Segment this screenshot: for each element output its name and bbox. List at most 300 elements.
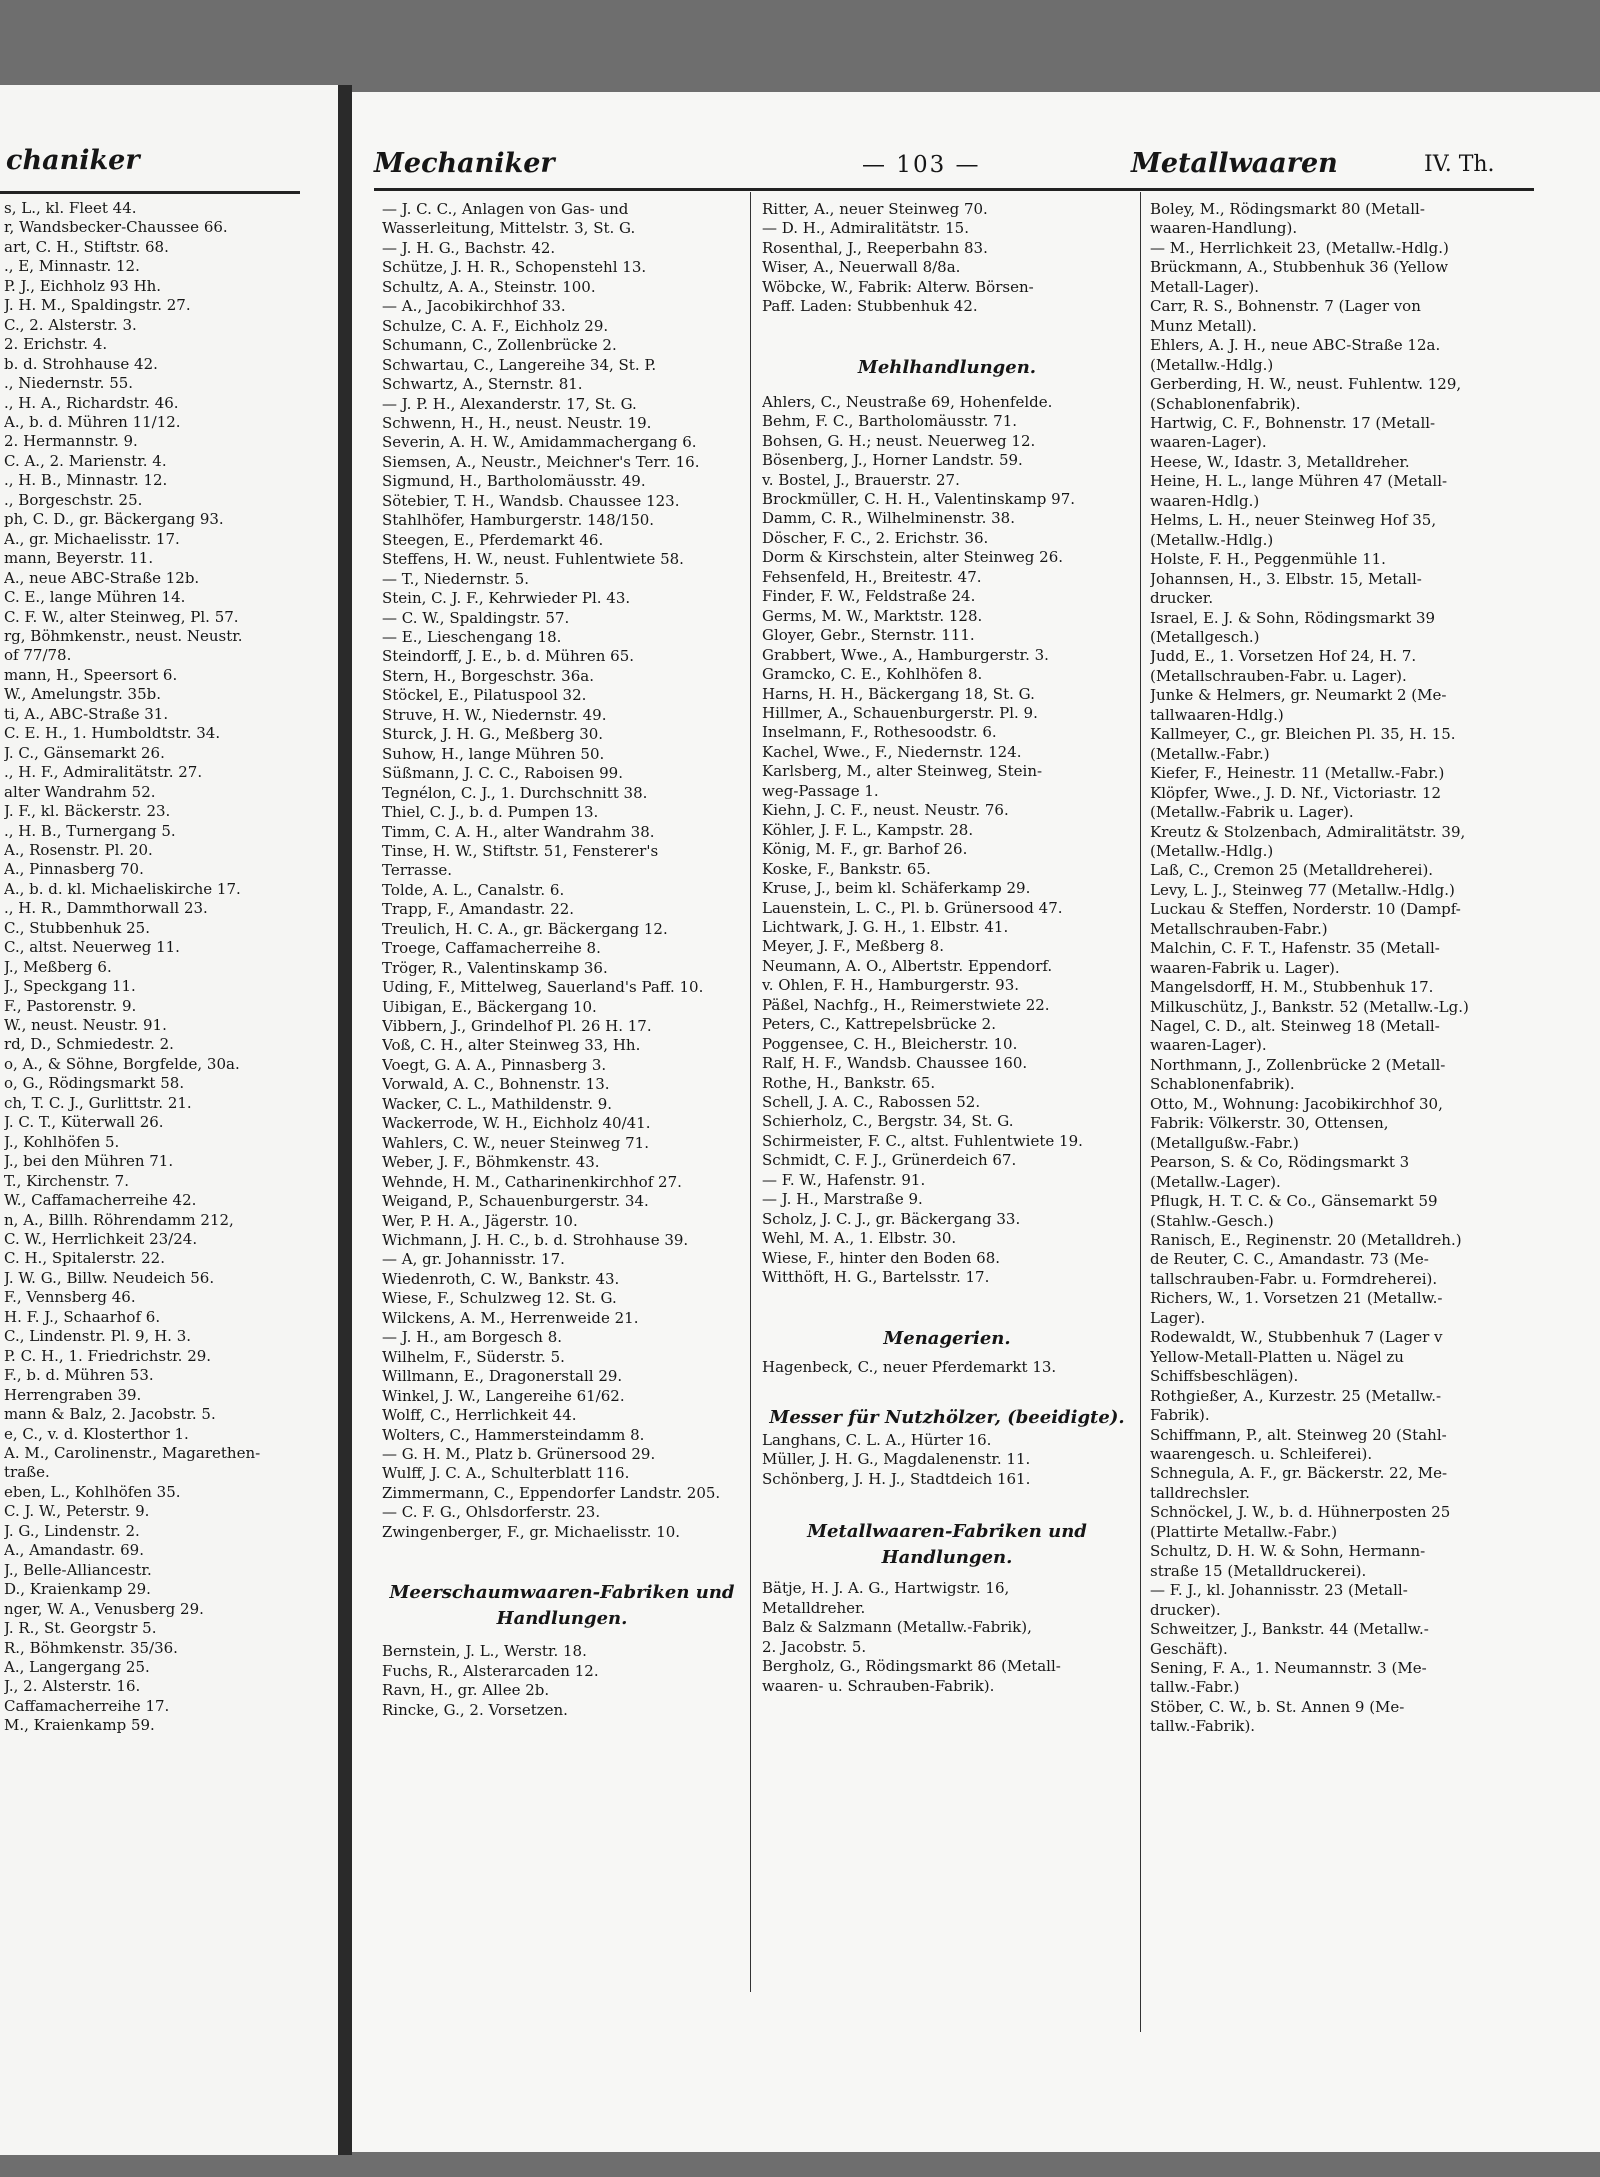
directory-entry: — C. W., Spaldingstr. 57. — [382, 608, 570, 627]
directory-entry: waaren-Fabrik u. Lager). — [1150, 958, 1340, 977]
directory-entry: J. W. G., Billw. Neudeich 56. — [4, 1268, 215, 1287]
directory-entry: W., Caffamacherreihe 42. — [4, 1191, 197, 1210]
directory-entry: 2. Hermannstr. 9. — [4, 432, 138, 451]
directory-entry: (Metallgußw.-Fabr.) — [1150, 1133, 1299, 1152]
directory-entry: P. C. H., 1. Friedrichstr. 29. — [4, 1346, 212, 1365]
directory-entry: (Metallgesch.) — [1150, 627, 1260, 646]
page-number: — 103 — — [862, 152, 981, 178]
directory-entry: J., bei den Mühren 71. — [4, 1152, 174, 1171]
directory-entry: — F. J., kl. Johannisstr. 23 (Metall- — [1150, 1581, 1408, 1600]
directory-entry: nger, W. A., Venusberg 29. — [4, 1599, 204, 1618]
directory-entry: Stern, H., Borgeschstr. 36a. — [382, 666, 594, 685]
directory-entry: A., b. d. kl. Michaeliskirche 17. — [4, 879, 241, 898]
directory-entry: Gramcko, C. E., Kohlhöfen 8. — [762, 665, 983, 684]
directory-entry: Otto, M., Wohnung: Jacobikirchhof 30, — [1150, 1094, 1443, 1113]
directory-entry: Päßel, Nachfg., H., Reimerstwiete 22. — [762, 995, 1050, 1014]
directory-entry: P. J., Eichholz 93 Hh. — [4, 276, 162, 295]
directory-entry: Ravn, H., gr. Allee 2b. — [382, 1681, 550, 1700]
directory-entry: — J. P. H., Alexanderstr. 17, St. G. — [382, 394, 637, 413]
directory-entry: — T., Niedernstr. 5. — [382, 569, 530, 588]
directory-entry: Kiefer, F., Heinestr. 11 (Metallw.-Fabr.) — [1150, 764, 1445, 783]
directory-entry: Damm, C. R., Wilhelminenstr. 38. — [762, 509, 1015, 528]
menagerien-list — [762, 1358, 1132, 1377]
directory-entry: mann, Beyerstr. 11. — [4, 549, 154, 568]
section-meerschaum-heading-2: Handlungen. — [496, 1608, 628, 1630]
directory-entry: waaren-Handlung). — [1150, 219, 1298, 238]
directory-entry: T., Kirchenstr. 7. — [4, 1171, 129, 1190]
directory-entry: Germs, M. W., Marktstr. 128. — [762, 606, 983, 625]
directory-entry: Weigand, P., Schauenburgerstr. 34. — [382, 1192, 649, 1211]
directory-entry: ., Niedernstr. 55. — [4, 374, 134, 393]
directory-entry: — C. F. G., Ohlsdorferstr. 23. — [382, 1503, 601, 1522]
directory-entry: art, C. H., Stiftstr. 68. — [4, 237, 169, 256]
directory-entry: Schell, J. A. C., Rabossen 52. — [762, 1093, 981, 1112]
directory-entry: Bergholz, G., Rödingsmarkt 86 (Metall- — [762, 1657, 1061, 1676]
directory-entry: J. C. T., Küterwall 26. — [4, 1113, 164, 1132]
directory-entry: Wöbcke, W., Fabrik: Alterw. Börsen- — [762, 277, 1034, 296]
directory-entry: Gloyer, Gebr., Sternstr. 111. — [762, 626, 975, 645]
directory-entry: Caffamacherreihe 17. — [4, 1696, 170, 1715]
directory-entry: Schirmeister, F. C., altst. Fuhlentwiete 19. — [762, 1131, 1083, 1150]
directory-entry: W., neust. Neustr. 91. — [4, 1016, 167, 1035]
directory-entry: Suhow, H., lange Mühren 50. — [382, 744, 605, 763]
directory-entry: waaren- u. Schrauben-Fabrik). — [762, 1676, 995, 1695]
directory-entry: M., Kraienkamp 59. — [4, 1716, 155, 1735]
directory-entry: — J. H., am Borgesch 8. — [382, 1328, 563, 1347]
directory-entry: Heine, H. L., lange Mühren 47 (Metall- — [1150, 472, 1448, 491]
header-rule — [374, 188, 1534, 191]
directory-entry: Brockmüller, C. H. H., Valentinskamp 97. — [762, 489, 1076, 508]
directory-entry: Vorwald, A. C., Bohnenstr. 13. — [382, 1075, 610, 1094]
directory-entry: C. A., 2. Marienstr. 4. — [4, 451, 167, 470]
directory-entry: A., b. d. Mühren 11/12. — [4, 412, 181, 431]
directory-entry: Tinse, H. W., Stiftstr. 51, Fensterer's — [382, 841, 659, 860]
directory-entry: J. G., Lindenstr. 2. — [4, 1521, 140, 1540]
directory-entry: Malchin, C. F. T., Hafenstr. 35 (Metall- — [1150, 939, 1440, 958]
directory-entry: Steffens, H. W., neust. Fuhlentwiete 58. — [382, 550, 684, 569]
directory-entry: Hartwig, C. F., Bohnenstr. 17 (Metall- — [1150, 413, 1436, 432]
directory-entry: waaren-Lager). — [1150, 1036, 1267, 1055]
directory-entry: J., Belle-Alliancestr. — [4, 1560, 152, 1579]
directory-entry: (Plattirte Metallw.-Fabr.) — [1150, 1522, 1338, 1541]
section-meerschaum-heading-1: Meerschaumwaaren-Fabriken und — [389, 1582, 735, 1604]
directory-entry: Treulich, H. C. A., gr. Bäckergang 12. — [382, 919, 668, 938]
directory-entry: Lauenstein, L. C., Pl. b. Grünersood 47. — [762, 898, 1063, 917]
directory-entry: Schönberg, J. H. J., Stadtdeich 161. — [762, 1469, 1031, 1488]
directory-entry: ., H. F., Admiralitätstr. 27. — [4, 763, 203, 782]
directory-entry: tallw.-Fabrik). — [1150, 1717, 1256, 1736]
directory-entry: v. Ohlen, F. H., Hamburgerstr. 93. — [762, 976, 1020, 995]
directory-entry: A., Pinnasberg 70. — [4, 860, 144, 879]
left-column — [4, 199, 300, 1736]
directory-entry: R., Böhmkenstr. 35/36. — [4, 1638, 178, 1657]
directory-entry: Wehnde, H. M., Catharinenkirchhof 27. — [382, 1172, 682, 1191]
messer-list — [762, 1431, 1132, 1489]
directory-entry: Siemsen, A., Neustr., Meichner's Terr. 16. — [382, 452, 700, 471]
section-mehlhandlungen-heading: Mehlhandlungen. — [857, 356, 1037, 378]
directory-entry: D., Kraienkamp 29. — [4, 1580, 151, 1599]
directory-entry: Steindorff, J. E., b. d. Mühren 65. — [382, 647, 635, 666]
part-label: IV. Th. — [1424, 152, 1495, 177]
directory-entry: Sturck, J. H. G., Meßberg 30. — [382, 725, 604, 744]
directory-entry: — F. W., Hafenstr. 91. — [762, 1170, 926, 1189]
directory-entry: Uibigan, E., Bäckergang 10. — [382, 997, 597, 1016]
directory-entry: Rodewaldt, W., Stubbenhuk 7 (Lager v — [1150, 1328, 1443, 1347]
directory-entry: Gerberding, H. W., neust. Fuhlentw. 129, — [1150, 375, 1462, 394]
directory-entry: alter Wandrahm 52. — [4, 782, 156, 801]
mechaniker-list-end — [762, 200, 1132, 317]
left-header-rule — [0, 191, 300, 194]
directory-entry: eben, L., Kohlhöfen 35. — [4, 1482, 181, 1501]
directory-entry: Wiser, A., Neuerwall 8/8a. — [762, 258, 961, 277]
directory-entry: Wiese, F., Schulzweg 12. St. G. — [382, 1289, 617, 1308]
directory-entry: ., H. A., Richardstr. 46. — [4, 393, 179, 412]
directory-entry: — E., Lieschengang 18. — [382, 627, 562, 646]
directory-entry: Timm, C. A. H., alter Wandrahm 38. — [382, 822, 655, 841]
directory-entry: (Schablonenfabrik). — [1150, 394, 1301, 413]
directory-entry: Schwartz, A., Sternstr. 81. — [382, 375, 583, 394]
directory-entry: Ahlers, C., Neustraße 69, Hohenfelde. — [762, 392, 1053, 411]
directory-entry: Kreutz & Stolzenbach, Admiralitätstr. 39, — [1150, 822, 1466, 841]
directory-entry: straße 15 (Metalldruckerei). — [1150, 1561, 1367, 1580]
right-page — [352, 92, 1600, 2152]
directory-entry: Dorm & Kirschstein, alter Steinweg 26. — [762, 548, 1064, 567]
directory-entry: 2. Jacobstr. 5. — [762, 1637, 867, 1656]
directory-entry: Metalldreher. — [762, 1598, 866, 1617]
directory-entry: Schiffsbeschlägen). — [1150, 1367, 1299, 1386]
directory-entry: Witthöft, H. G., Bartelsstr. 17. — [762, 1268, 990, 1287]
directory-entry: Richers, W., 1. Vorsetzen 21 (Metallw.- — [1150, 1289, 1443, 1308]
directory-entry: Wilckens, A. M., Herrenweide 21. — [382, 1308, 639, 1327]
directory-entry: Winkel, J. W., Langereihe 61/62. — [382, 1386, 625, 1405]
directory-entry: Meyer, J. F., Meßberg 8. — [762, 937, 944, 956]
directory-entry: Zwingenberger, F., gr. Michaelisstr. 10. — [382, 1522, 681, 1541]
directory-entry: Döscher, F. C., 2. Erichstr. 36. — [762, 528, 989, 547]
directory-entry: Sigmund, H., Bartholomäusstr. 49. — [382, 472, 646, 491]
directory-entry: Brückmann, A., Stubbenhuk 36 (Yellow — [1150, 258, 1449, 277]
directory-entry: — A, gr. Johannisstr. 17. — [382, 1250, 565, 1269]
directory-entry: Fehsenfeld, H., Breitestr. 47. — [762, 567, 982, 586]
directory-entry: Stöckel, E., Pilatuspool 32. — [382, 686, 587, 705]
directory-entry: Stein, C. J. F., Kehrwieder Pl. 43. — [382, 589, 631, 608]
directory-entry: (Metallschrauben-Fabr. u. Lager). — [1150, 666, 1407, 685]
directory-entry: Ehlers, A. J. H., neue ABC-Straße 12a. — [1150, 336, 1441, 355]
directory-entry: J., 2. Alsterstr. 16. — [4, 1677, 141, 1696]
directory-entry: Bernstein, J. L., Werstr. 18. — [382, 1642, 587, 1661]
directory-entry: Wiese, F., hinter den Boden 68. — [762, 1248, 1001, 1267]
directory-entry: (Metallw.-Hdlg.) — [1150, 355, 1274, 374]
directory-entry: Stöber, C. W., b. St. Annen 9 (Me- — [1150, 1697, 1405, 1716]
directory-entry: Lager). — [1150, 1308, 1206, 1327]
directory-entry: Stahlhöfer, Hamburgerstr. 148/150. — [382, 511, 655, 530]
directory-entry: (Metallw.-Fabr.) — [1150, 744, 1270, 763]
directory-entry: Rothgießer, A., Kurzestr. 25 (Metallw.- — [1150, 1386, 1442, 1405]
left-running-head: chaniker — [6, 145, 140, 176]
column-3 — [1150, 200, 1530, 1737]
directory-entry: Kallmeyer, C., gr. Bleichen Pl. 35, H. 15. — [1150, 725, 1456, 744]
directory-entry: C., Stubbenhuk 25. — [4, 918, 150, 937]
directory-entry: Schablonenfabrik). — [1150, 1075, 1295, 1094]
directory-entry: Rothe, H., Bankstr. 65. — [762, 1073, 936, 1092]
directory-entry: Lichtwark, J. G. H., 1. Elbstr. 41. — [762, 917, 1009, 936]
directory-entry: Yellow-Metall-Platten u. Nägel zu — [1150, 1347, 1404, 1366]
directory-entry: — A., Jacobikirchhof 33. — [382, 297, 566, 316]
page-header — [374, 148, 1534, 188]
column-divider-1 — [750, 192, 751, 1992]
directory-entry: Balz & Salzmann (Metallw.-Fabrik), — [762, 1618, 1032, 1637]
directory-entry: König, M. F., gr. Barhof 26. — [762, 840, 968, 859]
directory-entry: Schnegula, A. F., gr. Bäckerstr. 22, Me- — [1150, 1464, 1448, 1483]
directory-entry: J., Meßberg 6. — [4, 957, 112, 976]
directory-entry: Wolters, C., Hammersteindamm 8. — [382, 1425, 645, 1444]
directory-entry: ti, A., ABC-Straße 31. — [4, 704, 169, 723]
directory-entry: Wahlers, C. W., neuer Steinweg 71. — [382, 1133, 649, 1152]
directory-entry: C., Lindenstr. Pl. 9, H. 3. — [4, 1327, 192, 1346]
directory-entry: Schwenn, H., H., neust. Neustr. 19. — [382, 413, 652, 432]
directory-entry: Zimmermann, C., Eppendorfer Landstr. 205. — [382, 1483, 721, 1502]
directory-entry: Northmann, J., Zollenbrücke 2 (Metall- — [1150, 1055, 1446, 1074]
directory-entry: W., Amelungstr. 35b. — [4, 685, 161, 704]
directory-entry: — J. H., Marstraße 9. — [762, 1190, 923, 1209]
directory-entry: Severin, A. H. W., Amidammachergang 6. — [382, 433, 697, 452]
directory-entry: Kruse, J., beim kl. Schäferkamp 29. — [762, 879, 1031, 898]
directory-entry: e, C., v. d. Klosterthor 1. — [4, 1424, 189, 1443]
directory-entry: Troege, Caffamacherreihe 8. — [382, 939, 601, 958]
directory-entry: waarengesch. u. Schleiferei). — [1150, 1445, 1373, 1463]
directory-entry: Ralf, H. F., Wandsb. Chaussee 160. — [762, 1054, 1028, 1073]
column-divider-2 — [1140, 192, 1141, 2032]
directory-entry: Voegt, G. A. A., Pinnasberg 3. — [382, 1055, 607, 1074]
directory-entry: Sötebier, T. H., Wandsb. Chaussee 123. — [382, 491, 680, 510]
directory-entry: rd, D., Schmiedestr. 2. — [4, 1035, 174, 1054]
directory-entry: C. E. H., 1. Humboldtstr. 34. — [4, 724, 221, 743]
directory-entry: Inselmann, F., Rothesoodstr. 6. — [762, 723, 997, 742]
directory-entry: Köhler, J. F. L., Kampstr. 28. — [762, 820, 974, 839]
directory-entry: A., Langergang 25. — [4, 1657, 150, 1676]
directory-entry: Wiedenroth, C. W., Bankstr. 43. — [382, 1269, 620, 1288]
directory-entry: Struve, H. W., Niedernstr. 49. — [382, 705, 607, 724]
directory-entry: Fuchs, R., Alsterarcaden 12. — [382, 1661, 599, 1680]
directory-entry: Pflugk, H. T. C. & Co., Gänsemarkt 59 — [1150, 1192, 1438, 1211]
directory-entry: waaren-Hdlg.) — [1150, 491, 1260, 510]
directory-entry: Harns, H. H., Bäckergang 18, St. G. — [762, 684, 1035, 703]
metallwaaren-list-start — [762, 1579, 1132, 1696]
directory-entry: Klöpfer, Wwe., J. D. Nf., Victoriastr. 12 — [1150, 783, 1442, 802]
directory-entry: Schweitzer, J., Bankstr. 44 (Metallw.- — [1150, 1620, 1429, 1639]
directory-entry: Bösenberg, J., Horner Landstr. 59. — [762, 451, 1023, 470]
directory-entry: Süßmann, J. C. C., Raboisen 99. — [382, 764, 623, 783]
section-messer-heading: Messer für Nutzhölzer, (beeidigte). — [769, 1407, 1125, 1429]
meerschaum-list — [382, 1642, 742, 1720]
directory-entry: Langhans, C. L. A., Hürter 16. — [762, 1431, 992, 1450]
metallwaaren-list-continued — [1150, 200, 1530, 1737]
directory-entry: Schierholz, C., Bergstr. 34, St. G. — [762, 1112, 1014, 1131]
directory-entry: traße. — [4, 1463, 50, 1482]
directory-entry: Wasserleitung, Mittelstr. 3, St. G. — [382, 219, 636, 238]
directory-entry: Poggensee, C. H., Bleicherstr. 10. — [762, 1034, 1018, 1053]
directory-entry: Luckau & Steffen, Norderstr. 10 (Dampf- — [1150, 900, 1461, 919]
directory-entry: Schulze, C. A. F., Eichholz 29. — [382, 316, 609, 335]
column-1 — [382, 200, 742, 1720]
directory-entry: Geschäft). — [1150, 1639, 1228, 1658]
directory-entry: C. J. W., Peterstr. 9. — [4, 1502, 150, 1521]
directory-entry: F., Vennsberg 46. — [4, 1288, 136, 1307]
directory-entry: Müller, J. H. G., Magdalenenstr. 11. — [762, 1450, 1031, 1469]
directory-entry: Johannsen, H., 3. Elbstr. 15, Metall- — [1150, 569, 1422, 588]
directory-entry: Milkuschütz, J., Bankstr. 52 (Metallw.-Lg.) — [1150, 997, 1469, 1016]
directory-entry: A. M., Carolinenstr., Magarethen- — [4, 1444, 261, 1462]
directory-entry: Paff. Laden: Stubbenhuk 42. — [762, 297, 978, 316]
directory-entry: Helms, L. H., neuer Steinweg Hof 35, — [1150, 511, 1437, 530]
directory-entry: Holste, F. H., Peggenmühle 11. — [1150, 550, 1386, 569]
directory-entry: C. W., Herrlichkeit 23/24. — [4, 1230, 198, 1249]
directory-entry: (Stahlw.-Gesch.) — [1150, 1211, 1274, 1230]
directory-entry: F., b. d. Mühren 53. — [4, 1366, 154, 1385]
directory-entry: Boley, M., Rödingsmarkt 80 (Metall- — [1150, 200, 1425, 218]
directory-entry: J. R., St. Georgstr 5. — [4, 1619, 157, 1638]
directory-entry: Wer, P. H. A., Jägerstr. 10. — [382, 1211, 578, 1230]
directory-entry: Steegen, E., Pferdemarkt 46. — [382, 530, 604, 549]
directory-entry: tallwaaren-Hdlg.) — [1150, 705, 1284, 724]
directory-entry: Grabbert, Wwe., A., Hamburgerstr. 3. — [762, 645, 1049, 664]
directory-entry: o, A., & Söhne, Borgfelde, 30a. — [4, 1054, 240, 1073]
directory-entry: — J. H. G., Bachstr. 42. — [382, 238, 556, 257]
directory-entry: 2. Erichstr. 4. — [4, 335, 108, 354]
directory-entry: Hagenbeck, C., neuer Pferdemarkt 13. — [762, 1357, 1057, 1376]
directory-entry: r, Wandsbecker-Chaussee 66. — [4, 218, 228, 237]
directory-entry: Schwartau, C., Langereihe 34, St. P. — [382, 355, 657, 374]
directory-entry: — M., Herrlichkeit 23, (Metallw.-Hdlg.) — [1150, 238, 1449, 257]
directory-entry: A., gr. Michaelisstr. 17. — [4, 529, 180, 548]
directory-entry: Sening, F. A., 1. Neumannstr. 3 (Me- — [1150, 1658, 1427, 1677]
directory-entry: Israel, E. J. & Sohn, Rödingsmarkt 39 — [1150, 608, 1436, 627]
directory-entry: (Metallw.-Lager). — [1150, 1172, 1281, 1191]
directory-entry: Wackerrode, W. H., Eichholz 40/41. — [382, 1114, 651, 1133]
directory-entry: Carr, R. S., Bohnenstr. 7 (Lager von — [1150, 297, 1421, 316]
directory-entry: ., H. R., Dammthorwall 23. — [4, 899, 208, 918]
directory-entry: J. H. M., Spaldingstr. 27. — [4, 296, 191, 315]
directory-entry: Vibbern, J., Grindelhof Pl. 26 H. 17. — [382, 1017, 652, 1036]
directory-entry: mann & Balz, 2. Jacobstr. 5. — [4, 1405, 216, 1424]
directory-entry: Neumann, A. O., Albertstr. Eppendorf. — [762, 956, 1053, 975]
directory-entry: Fabrik: Völkerstr. 30, Ottensen, — [1150, 1114, 1389, 1133]
directory-entry: Rosenthal, J., Reeperbahn 83. — [762, 238, 988, 257]
directory-entry: J., Kohlhöfen 5. — [4, 1132, 120, 1151]
directory-entry: Heese, W., Idastr. 3, Metalldreher. — [1150, 452, 1410, 471]
directory-entry: Schultz, A. A., Steinstr. 100. — [382, 277, 596, 296]
directory-entry: Ranisch, E., Reginenstr. 20 (Metalldreh.) — [1150, 1231, 1462, 1250]
directory-entry: v. Bostel, J., Brauerstr. 27. — [762, 470, 960, 489]
directory-entry: Herrengraben 39. — [4, 1385, 142, 1404]
directory-entry: Schumann, C., Zollenbrücke 2. — [382, 336, 617, 355]
directory-entry: Kiehn, J. C. F., neust. Neustr. 76. — [762, 801, 1009, 820]
directory-entry: Wacker, C. L., Mathildenstr. 9. — [382, 1094, 613, 1113]
header-left-title: Mechaniker — [374, 148, 555, 179]
directory-entry: Wolff, C., Herrlichkeit 44. — [382, 1406, 577, 1425]
section-metallwaaren-heading-1: Metallwaaren-Fabriken und — [807, 1521, 1087, 1543]
directory-entry: o, G., Rödingsmarkt 58. — [4, 1074, 185, 1093]
directory-entry: Tegnélon, C. J., 1. Durchschnitt 38. — [382, 783, 648, 802]
directory-entry: Junke & Helmers, gr. Neumarkt 2 (Me- — [1150, 686, 1447, 705]
directory-entry: (Metallw.-Hdlg.) — [1150, 530, 1274, 549]
directory-entry: Laß, C., Cremon 25 (Metalldreherei). — [1150, 861, 1434, 880]
mehlhandlungen-list — [762, 393, 1132, 1288]
directory-entry: Pearson, S. & Co, Rödingsmarkt 3 — [1150, 1153, 1410, 1172]
directory-entry: Tolde, A. L., Canalstr. 6. — [382, 880, 565, 899]
directory-entry: J., Speckgang 11. — [4, 977, 136, 996]
directory-entry: Behm, F. C., Bartholomäusstr. 71. — [762, 412, 1018, 431]
mechaniker-list-continued — [382, 200, 742, 1542]
directory-entry: n, A., Billh. Röhrendamm 212, — [4, 1210, 234, 1229]
directory-entry: H. F. J., Schaarhof 6. — [4, 1307, 161, 1326]
column-2 — [762, 200, 1132, 1696]
directory-entry: C. F. W., alter Steinweg, Pl. 57. — [4, 607, 239, 626]
directory-entry: Uding, F., Mittelweg, Sauerland's Paff. 10. — [382, 978, 704, 997]
directory-entry: Rincke, G., 2. Vorsetzen. — [382, 1700, 568, 1719]
directory-entry: Finder, F. W., Feldstraße 24. — [762, 587, 976, 606]
directory-entry: weg-Passage 1. — [762, 781, 879, 800]
directory-entry: Scholz, J. C. J., gr. Bäckergang 33. — [762, 1209, 1021, 1228]
directory-entry: C. H., Spitalerstr. 22. — [4, 1249, 165, 1268]
directory-entry: Tröger, R., Valentinskamp 36. — [382, 958, 608, 977]
directory-entry: Mangelsdorff, H. M., Stubbenhuk 17. — [1150, 978, 1434, 997]
directory-entry: Schnöckel, J. W., b. d. Hühnerposten 25 — [1150, 1503, 1451, 1522]
directory-entry: of 77/78. — [4, 646, 72, 665]
directory-entry: Judd, E., 1. Vorsetzen Hof 24, H. 7. — [1150, 647, 1417, 666]
directory-entry: Wehl, M. A., 1. Elbstr. 30. — [762, 1229, 957, 1248]
directory-entry: J. F., kl. Bäckerstr. 23. — [4, 802, 171, 821]
directory-entry: Hillmer, A., Schauenburgerstr. Pl. 9. — [762, 703, 1038, 722]
directory-entry: Bohsen, G. H.; neust. Neuerweg 12. — [762, 431, 1036, 450]
directory-entry: ., H. B., Turnergang 5. — [4, 821, 176, 840]
directory-entry: Levy, L. J., Steinweg 77 (Metallw.-Hdlg.) — [1150, 880, 1455, 899]
directory-entry: Munz Metall). — [1150, 316, 1257, 335]
section-menagerien-heading: Menagerien. — [883, 1327, 1011, 1349]
directory-entry: ., H. B., Minnastr. 12. — [4, 471, 168, 490]
directory-entry: Terrasse. — [382, 861, 453, 880]
directory-entry: C., altst. Neuerweg 11. — [4, 938, 180, 957]
directory-entry: de Reuter, C. C., Amandastr. 73 (Me- — [1150, 1250, 1429, 1269]
directory-entry: Trapp, F., Amandastr. 22. — [382, 900, 575, 919]
directory-entry: A., neue ABC-Straße 12b. — [4, 568, 200, 587]
directory-entry: (Metallw.-Hdlg.) — [1150, 841, 1274, 860]
directory-entry: Koske, F., Bankstr. 65. — [762, 859, 931, 878]
section-metallwaaren-heading-2: Handlungen. — [881, 1547, 1013, 1569]
directory-entry: C., 2. Alsterstr. 3. — [4, 315, 137, 334]
directory-entry: drucker). — [1150, 1600, 1221, 1619]
directory-entry: C. E., lange Mühren 14. — [4, 588, 186, 607]
directory-entry: Kachel, Wwe., F., Niedernstr. 124. — [762, 742, 1022, 761]
left-page — [0, 85, 338, 2155]
directory-entry: A., Rosenstr. Pl. 20. — [4, 840, 153, 859]
book-gutter — [338, 85, 352, 2155]
directory-entry: drucker. — [1150, 589, 1214, 608]
directory-entry: b. d. Strohhause 42. — [4, 354, 158, 373]
directory-entry: Ritter, A., neuer Steinweg 70. — [762, 200, 988, 218]
directory-entry: Wichmann, J. H. C., b. d. Strohhause 39. — [382, 1231, 689, 1250]
directory-entry: A., Amandastr. 69. — [4, 1541, 144, 1560]
directory-entry: — G. H. M., Platz b. Grünersood 29. — [382, 1445, 656, 1463]
directory-entry: Wilhelm, F., Süderstr. 5. — [382, 1347, 565, 1366]
directory-entry: — J. C. C., Anlagen von Gas- und — [382, 200, 629, 218]
directory-entry: Fabrik). — [1150, 1406, 1210, 1425]
directory-entry: F., Pastorenstr. 9. — [4, 996, 137, 1015]
directory-entry: Metallschrauben-Fabr.) — [1150, 919, 1328, 938]
directory-entry: ph, C. D., gr. Bäckergang 93. — [4, 510, 224, 529]
directory-entry: Schütze, J. H. R., Schopenstehl 13. — [382, 258, 647, 277]
directory-entry: Voß, C. H., alter Steinweg 33, Hh. — [382, 1036, 641, 1055]
directory-entry: waaren-Lager). — [1150, 433, 1267, 452]
